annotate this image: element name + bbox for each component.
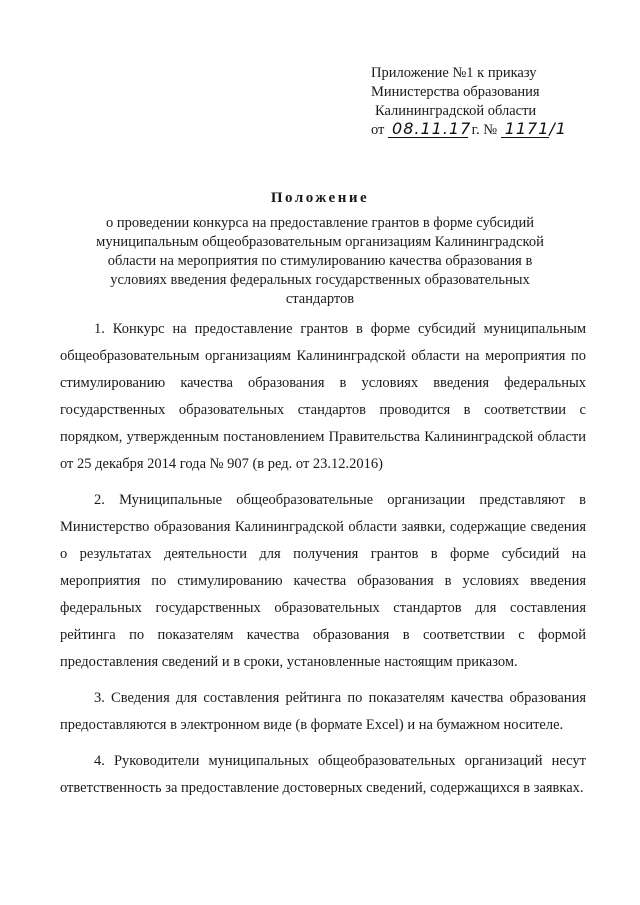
number-prefix: г. № (471, 122, 498, 138)
document-title: Положение (270, 190, 370, 206)
appendix-line-3: Калининградской области (375, 103, 537, 119)
date-prefix: от (371, 122, 385, 138)
paragraph-2: 2. Муниципальные общеобразовательные организации представляют в Министерство образования Калининградской области заявки, содержащие сведения о результатах деятельности для получения грантов в форме субсидий на мероприятия по стимулированию качества образования в условиях введения федеральных государственных образовательных стандартов для составления рейтинга по показателям качества образования в соответствии с формой предоставления сведений и в сроки, установленные настоящим приказом. (60, 492, 586, 670)
paragraph-4: 4. Руководители муниципальных общеобразовательных организаций несут ответственность за предоставление достоверных сведений, содержащихся в заявках. (60, 753, 586, 796)
paragraph-1: 1. Конкурс на предоставление грантов в форме субсидий муниципальным общеобразовательным организациям Калининградской области на мероприятия по стимулированию качества образования в условиях введения федеральных государственных образовательных стандартов проводится в соответствии с порядком, утвержденным постановлением Правительства Калининградской области от 25 декабря 2014 года № 907 (в ред. от 23.12.2016) (60, 321, 586, 472)
appendix-date-line (371, 121, 621, 140)
appendix-line-2: Министерства образования (371, 84, 540, 100)
appendix-header (371, 64, 621, 140)
appendix-line-1: Приложение №1 к приказу (371, 65, 537, 81)
document-body (60, 316, 586, 811)
paragraph-3: 3. Сведения для составления рейтинга по показателям качества образования предоставляются в электронном виде (в формате Excel) и на бумажном носителе. (60, 690, 586, 733)
handwritten-number: 1171/1 (501, 121, 549, 138)
handwritten-date: 08.11.17 (388, 121, 468, 138)
document-subtitle: о проведении конкурса на предоставление грантов в форме субсидий муниципальным общеобразовательным организациям Калининградской области на мероприятия по стимулированию качества образования в условиях введения федеральных государственных образовательных стандартов (96, 215, 544, 307)
